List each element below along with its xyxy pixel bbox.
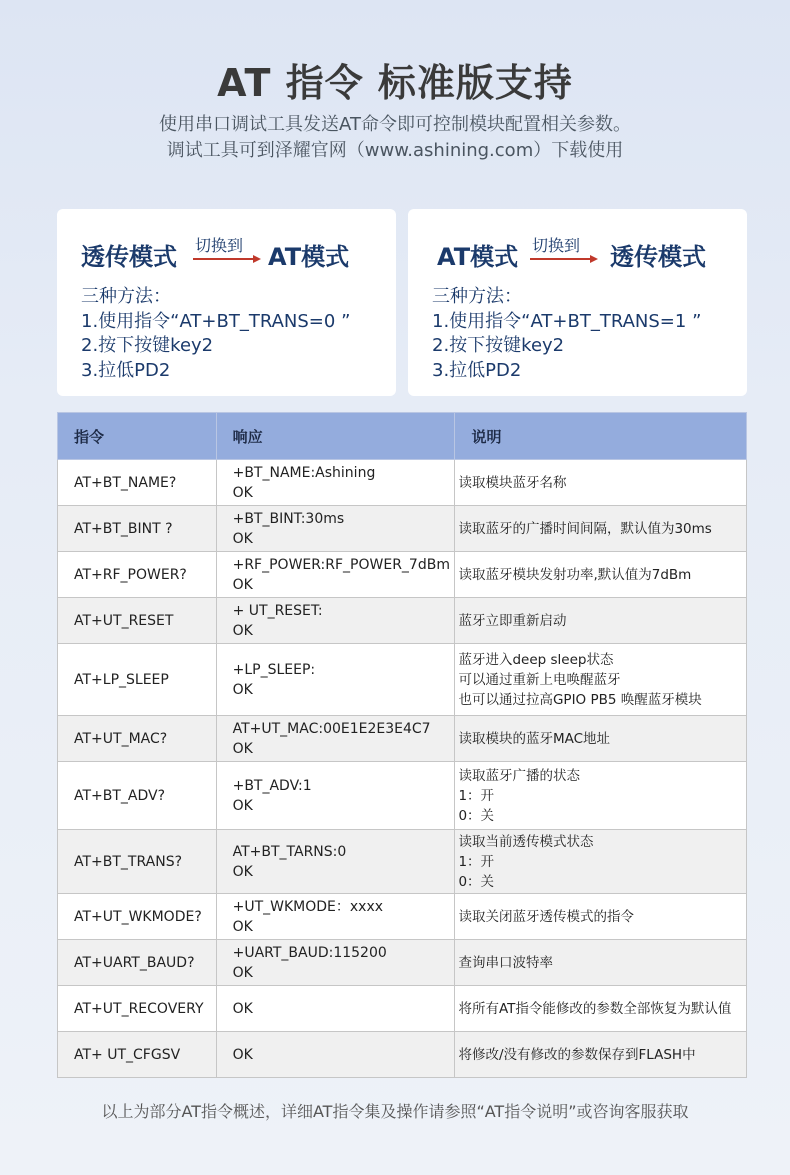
response-line: OK: [232, 622, 253, 639]
cell-command: AT+UART_BAUD?: [58, 940, 217, 986]
response-line: OK: [232, 1046, 253, 1063]
response-line: OK: [232, 918, 253, 935]
method-2: 2.按下按键key2: [81, 335, 214, 356]
table-row: [58, 940, 747, 986]
mode-to: 透传模式: [610, 243, 706, 271]
switch-label: 切换到: [195, 236, 244, 255]
cell-response: [216, 506, 455, 552]
method-3: 3.拉低PD2: [81, 359, 171, 381]
switch-indicator: [530, 233, 600, 269]
cell-command: AT+BT_NAME?: [58, 460, 217, 506]
table-row: [58, 1032, 747, 1078]
cell-description: [455, 506, 747, 552]
description-line: 读取模块蓝牙名称: [458, 474, 567, 491]
response-line: +BT_NAME:Ashining: [232, 464, 376, 481]
cell-description: [455, 940, 747, 986]
table-row: [58, 762, 747, 830]
method-3: 3.拉低PD2: [432, 359, 522, 381]
description-line: 1：开: [458, 853, 495, 870]
description-line: 0：关: [458, 873, 495, 890]
response-line: OK: [232, 964, 253, 981]
response-line: OK: [232, 484, 253, 501]
response-line: OK: [232, 576, 253, 593]
cell-command: AT+UT_RECOVERY: [58, 986, 217, 1032]
at-command-table: [57, 412, 747, 1078]
response-line: OK: [232, 797, 253, 814]
response-line: OK: [232, 740, 253, 757]
table-row: [58, 830, 747, 894]
description-line: 蓝牙立即重新启动: [458, 612, 567, 629]
mode-card-trans-to-at: [57, 209, 396, 396]
description-line: 将修改/没有修改的参数保存到FLASH中: [458, 1046, 696, 1063]
header-description: 说明: [455, 413, 747, 460]
description-line: 1：开: [458, 787, 495, 804]
cell-response: [216, 986, 455, 1032]
method-1: 1.使用指令“AT+BT_TRANS=1 ”: [432, 310, 702, 332]
cell-description: [455, 460, 747, 506]
description-line: 查询串口波特率: [458, 954, 553, 971]
cell-response: [216, 830, 455, 894]
response-line: OK: [232, 681, 253, 698]
switch-indicator: [193, 233, 263, 269]
cell-description: [455, 552, 747, 598]
mode-card-at-to-trans: [408, 209, 747, 396]
cell-response: [216, 762, 455, 830]
cell-response: [216, 552, 455, 598]
cell-command: AT+ UT_CFGSV: [58, 1032, 217, 1078]
response-line: OK: [232, 530, 253, 547]
page-title: AT 指令 标准版支持: [217, 61, 573, 105]
subtitle-line-1: 使用串口调试工具发送AT命令即可控制模块配置相关参数。: [159, 114, 631, 135]
response-line: OK: [232, 863, 253, 880]
cell-description: [455, 1032, 747, 1078]
method-2: 2.按下按键key2: [432, 335, 565, 356]
header-response: 响应: [216, 413, 455, 460]
cell-command: AT+LP_SLEEP: [58, 644, 217, 716]
mode-from: AT模式: [437, 243, 519, 271]
description-line: 0：关: [458, 807, 495, 824]
switch-label: 切换到: [532, 236, 581, 255]
cell-command: AT+BT_TRANS?: [58, 830, 217, 894]
response-line: +UT_WKMODE：xxxx: [232, 898, 384, 915]
cell-description: [455, 762, 747, 830]
cell-description: [455, 986, 747, 1032]
description-line: 蓝牙进入deep sleep状态: [458, 651, 614, 668]
table-row: [58, 598, 747, 644]
cell-description: [455, 894, 747, 940]
cell-response: [216, 460, 455, 506]
response-line: +RF_POWER:RF_POWER_7dBm: [232, 556, 450, 573]
methods-heading: 三种方法：: [81, 286, 171, 307]
description-line: 读取当前透传模式状态: [458, 833, 594, 850]
description-line: 读取关闭蓝牙透传模式的指令: [458, 908, 634, 925]
table-row: [58, 986, 747, 1032]
cell-response: [216, 1032, 455, 1078]
cell-response: [216, 644, 455, 716]
table-row: [58, 552, 747, 598]
description-line: 读取模块的蓝牙MAC地址: [458, 730, 611, 747]
table-row: [58, 644, 747, 716]
description-line: 读取蓝牙广播的状态: [458, 767, 580, 784]
cell-command: AT+UT_RESET: [58, 598, 217, 644]
mode-switch-row: [81, 233, 386, 273]
table-row: [58, 506, 747, 552]
cell-response: [216, 894, 455, 940]
description-line: 读取蓝牙模块发射功率,默认值为7dBm: [458, 566, 692, 583]
response-line: AT+BT_TARNS:0: [232, 843, 347, 860]
table-row: [58, 460, 747, 506]
arrow-right-icon: [193, 255, 261, 263]
header-command: 指令: [58, 413, 217, 460]
methods-heading: 三种方法：: [432, 286, 522, 307]
cell-command: AT+BT_ADV?: [58, 762, 217, 830]
switch-methods: [81, 285, 390, 383]
page-subtitle: [0, 112, 790, 164]
cell-description: [455, 830, 747, 894]
arrow-right-icon: [530, 255, 598, 263]
cell-command: AT+UT_WKMODE?: [58, 894, 217, 940]
footer-note: 以上为部分AT指令概述，详细AT指令集及操作请参照“AT指令说明”或咨询客服获取: [101, 1102, 689, 1121]
cell-description: [455, 716, 747, 762]
table-header-row: [58, 413, 747, 460]
cell-response: [216, 598, 455, 644]
description-line: 将所有AT指令能修改的参数全部恢复为默认值: [458, 1000, 732, 1017]
cell-command: AT+UT_MAC?: [58, 716, 217, 762]
response-line: + UT_RESET:: [232, 602, 323, 619]
mode-switch-row: [432, 233, 737, 273]
cell-command: AT+BT_BINT ?: [58, 506, 217, 552]
response-line: +UART_BAUD:115200: [232, 944, 387, 961]
method-1: 1.使用指令“AT+BT_TRANS=0 ”: [81, 310, 351, 332]
mode-to: AT模式: [268, 243, 350, 271]
response-line: +LP_SLEEP:: [232, 661, 316, 678]
cell-description: [455, 644, 747, 716]
cell-command: AT+RF_POWER?: [58, 552, 217, 598]
description-line: 读取蓝牙的广播时间间隔，默认值为30ms: [458, 520, 712, 537]
table-row: [58, 716, 747, 762]
response-line: AT+UT_MAC:00E1E2E3E4C7: [232, 720, 431, 737]
switch-methods: [432, 285, 741, 383]
table-row: [58, 894, 747, 940]
subtitle-line-2: 调试工具可到泽耀官网（www.ashining.com）下载使用: [166, 140, 624, 161]
cell-response: [216, 716, 455, 762]
mode-from: 透传模式: [81, 243, 177, 271]
description-line: 也可以通过拉高GPIO PB5 唤醒蓝牙模块: [458, 691, 702, 708]
cell-response: [216, 940, 455, 986]
description-line: 可以通过重新上电唤醒蓝牙: [458, 671, 621, 688]
response-line: +BT_ADV:1: [232, 777, 312, 794]
response-line: +BT_BINT:30ms: [232, 510, 345, 527]
cell-description: [455, 598, 747, 644]
response-line: OK: [232, 1000, 253, 1017]
